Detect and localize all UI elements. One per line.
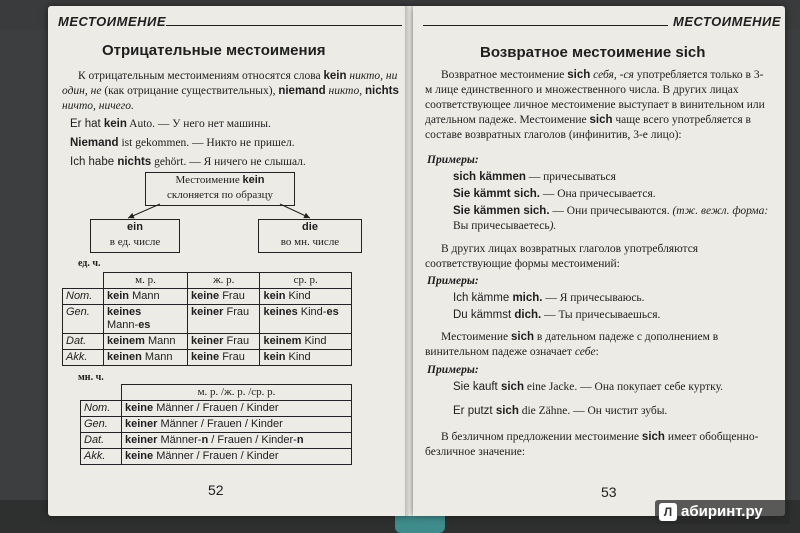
table-row	[81, 449, 352, 465]
diagram-left-box: ein в ед. числе	[90, 219, 180, 253]
example-sentence: Niemand ist gekommen. — Никто не пришел.	[70, 137, 295, 149]
case-label: Dat.	[81, 433, 122, 449]
table-header-row	[81, 385, 352, 401]
column-header: м. р. /ж. р. /ср. р.	[122, 385, 352, 401]
table-row	[63, 289, 352, 305]
table-cell: kein Kind	[260, 289, 352, 305]
table-cell: kein Mann	[104, 289, 188, 305]
table-cell: keinem Mann	[104, 334, 188, 350]
table-header-row	[63, 273, 352, 289]
example-sentence: Ich habe nichts gehört. — Я ничего не слышал.	[70, 156, 306, 168]
watermark-text: абиринт.ру	[681, 503, 763, 520]
example-sentence: Er hat kein Auto. — У него нет машины.	[70, 118, 271, 130]
table-cell: keiner Männer / Frauen / Kinder	[122, 417, 352, 433]
table-cell: keiner Männer-n / Frauen / Kinder-n	[122, 433, 352, 449]
example-sentence: Sie kauft sich eine Jacke. — Она покупает себе куртку.	[453, 381, 724, 393]
example-sentence: Du kämmst dich. — Ты причесываешься.	[453, 309, 661, 321]
column-header: ср. р.	[260, 273, 352, 289]
table-cell: keine Frau	[188, 350, 260, 366]
examples-label: Примеры:	[427, 275, 479, 287]
table-row	[81, 417, 352, 433]
running-header: МЕСТОИМЕНИЕ	[673, 14, 782, 29]
singular-label: ед. ч.	[78, 258, 101, 269]
table-row	[63, 305, 352, 334]
table-cell: keiner Frau	[188, 334, 260, 350]
table-cell: keines Mann-es	[104, 305, 188, 334]
table-cell: kein Kind	[260, 350, 352, 366]
watermark	[655, 500, 790, 524]
page-title: Возвратное местоимение sich	[480, 44, 706, 61]
table-cell: keine Männer / Frauen / Kinder	[122, 401, 352, 417]
page-number: 52	[208, 482, 224, 498]
case-label: Nom.	[63, 289, 104, 305]
intro-paragraph: Возвратное местоимение sich себя, -ся употребляется только в 3-м лице единственного и множественного числа. В других лицах соответствующее личное местоимение выступает в винительном или дательном падеже. Местоимение sich чаще всего употребляется в составе возвратных глаголов (инфинитив, 3-е лицо):	[425, 69, 765, 141]
table-cell: keinen Mann	[104, 350, 188, 366]
example-sentence: Ich kämme mich. — Я причесываюсь.	[453, 292, 645, 304]
table-cell: keine Frau	[188, 289, 260, 305]
page-number: 53	[601, 484, 617, 500]
examples-label: Примеры:	[427, 154, 479, 166]
example-sentence: Er putzt sich die Zähne. — Он чистит зубы.	[453, 405, 668, 417]
right-page	[413, 6, 785, 516]
case-label: Akk.	[81, 449, 122, 465]
table-row	[63, 334, 352, 350]
plural-declension-table	[80, 384, 352, 465]
plural-label: мн. ч.	[78, 372, 104, 383]
header-rule	[423, 25, 668, 26]
diagram-top-box: Местоимение kein склоняется по образцу	[145, 172, 295, 206]
column-header: м. р.	[104, 273, 188, 289]
case-label: Nom.	[81, 401, 122, 417]
labirint-logo-icon: Л	[659, 503, 677, 521]
table-cell: keinem Kind	[260, 334, 352, 350]
example-sentence: Sie kämmt sich. — Она причесывается.	[453, 188, 656, 200]
paragraph: Местоимение sich в дательном падеже с дополнением в винительном падеже означает себе:	[425, 331, 719, 358]
table-corner	[81, 385, 122, 401]
case-label: Gen.	[63, 305, 104, 334]
left-page	[48, 6, 410, 516]
table-corner	[63, 273, 104, 289]
singular-declension-table	[62, 272, 352, 366]
case-label: Dat.	[63, 334, 104, 350]
table-cell: keine Männer / Frauen / Kinder	[122, 449, 352, 465]
column-header: ж. р.	[188, 273, 260, 289]
intro-paragraph: К отрицательным местоимениям относятся слова kein никто, ни один, не (как отрицание существительных), niemand никто, nichts ничто, ничего.	[62, 70, 399, 112]
page-title: Отрицательные местоимения	[102, 42, 326, 59]
example-sentence: sich kämmen — причесываться	[453, 171, 616, 183]
table-row	[81, 401, 352, 417]
paragraph: В других лицах возвратных глаголов употребляются соответствующие формы местоимений:	[425, 243, 699, 270]
table-row	[63, 350, 352, 366]
paragraph: В безличном предложении местоимение sich имеет обобщенно-безличное значение:	[425, 431, 759, 458]
diagram-right-box: die во мн. числе	[258, 219, 362, 253]
table-cell: keines Kind-es	[260, 305, 352, 334]
example-sentence: Sie kämmen sich. — Они причесываются. (тж. вежл. форма: Вы причесываетесь).	[453, 205, 769, 232]
case-label: Gen.	[81, 417, 122, 433]
examples-label: Примеры:	[427, 364, 479, 376]
table-row	[81, 433, 352, 449]
running-header: МЕСТОИМЕНИЕ	[58, 14, 167, 29]
case-label: Akk.	[63, 350, 104, 366]
table-cell: keiner Frau	[188, 305, 260, 334]
